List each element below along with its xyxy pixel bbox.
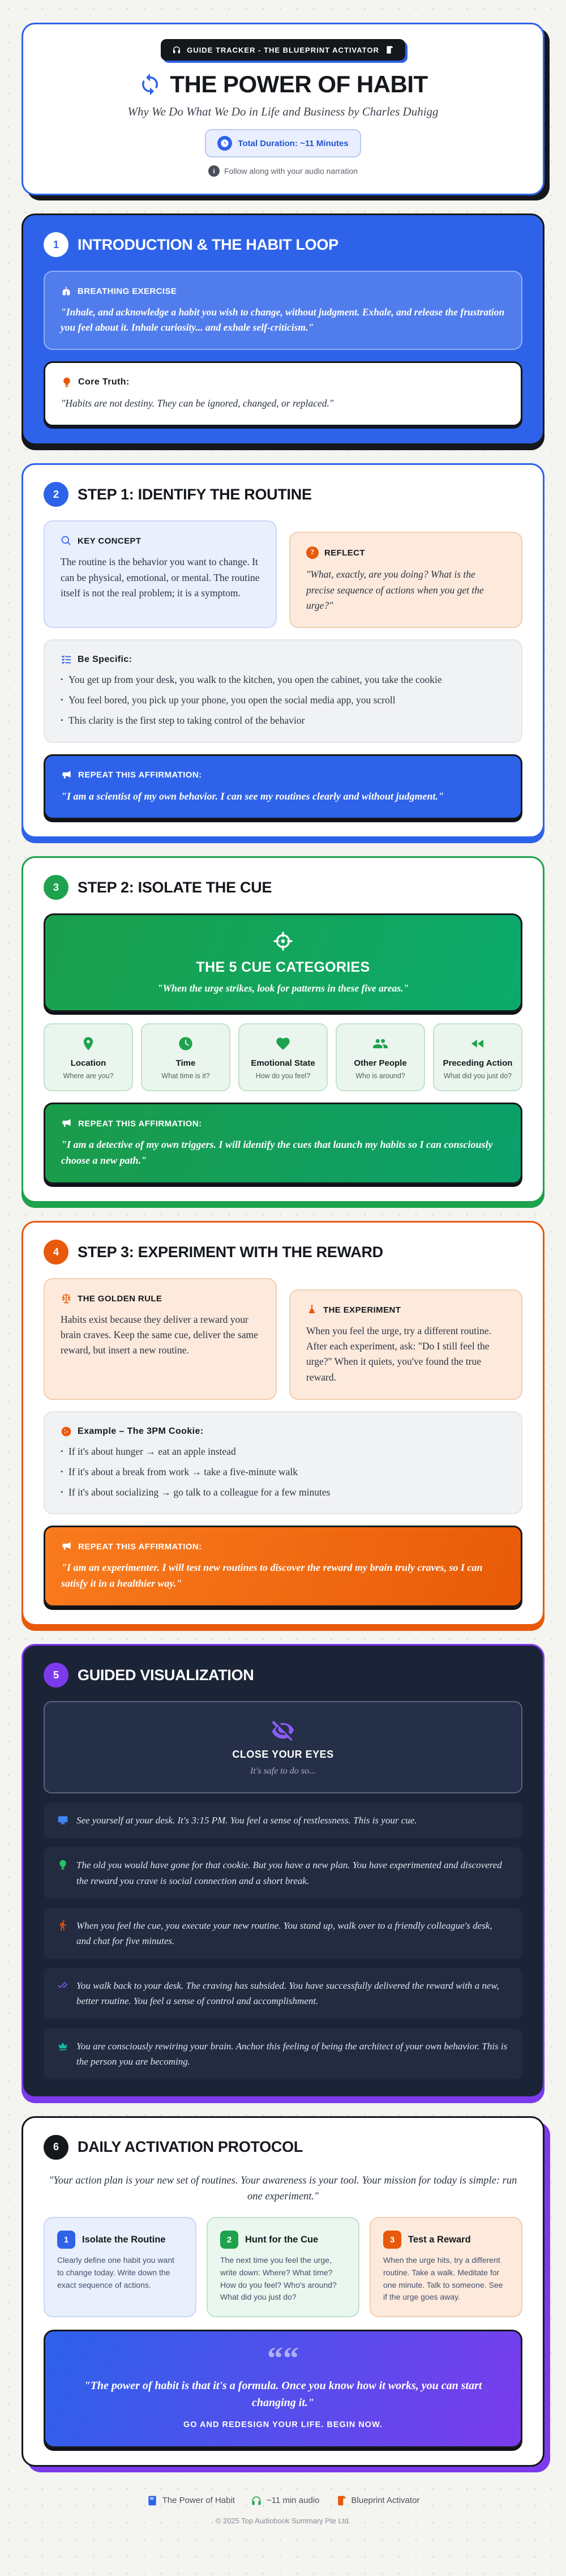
cue-card-emotional-state xyxy=(238,1023,328,1091)
affirmation-panel-step2 xyxy=(44,1103,522,1184)
protocol-card-header xyxy=(57,2231,183,2249)
protocol-intro-quote: "Your action plan is your new set of routines. Your awareness is your tool. Your mission for today is simple: run one experiment." xyxy=(49,2175,517,2202)
experiment-text: When you feel the urge, try a different routine. After each experiment, ask: "Do I still feel the urge?" When it quiets, you've found the true reward. xyxy=(306,1325,491,1383)
quote-mark-icon: ““ xyxy=(267,2341,299,2377)
visualization-step-text: The old you would have gone for that cookie. But you have a new plan. You have experimented and discovered the reward you crave is social connection and a short break. xyxy=(76,1860,502,1886)
footer-item-audio xyxy=(251,2495,320,2506)
scroll-icon xyxy=(336,2495,347,2506)
heart-icon xyxy=(244,1036,322,1052)
flask-icon xyxy=(306,1304,318,1315)
target-icon xyxy=(62,931,504,951)
section-3-title: STEP 2: ISOLATE THE CUE xyxy=(78,878,272,896)
reflect-quote: "What, exactly, are you doing? What is the precise sequence of actions when you get the urge?" xyxy=(306,569,484,611)
guide-page xyxy=(22,23,544,2525)
cue-card-time xyxy=(141,1023,230,1091)
example-label-row xyxy=(61,1426,505,1437)
walking-person-icon xyxy=(57,1920,68,1931)
cue-card-preceding-action xyxy=(433,1023,522,1091)
protocol-card-number: 3 xyxy=(383,2231,401,2249)
section-step1-routine xyxy=(22,463,544,838)
section-3-header xyxy=(44,875,522,900)
core-truth-quote: "Habits are not destiny. They can be ignored, changed, or replaced." xyxy=(61,398,334,409)
affirmation-label: REPEAT THIS AFFIRMATION: xyxy=(78,1541,202,1552)
section-step2-cue xyxy=(22,856,544,1203)
megaphone-icon xyxy=(61,1541,72,1552)
section-1-number-badge: 1 xyxy=(44,232,68,257)
headphones-icon xyxy=(251,2495,262,2506)
follow-note xyxy=(46,165,520,177)
section-5-title: GUIDED VISUALIZATION xyxy=(78,1666,254,1684)
be-specific-list xyxy=(61,672,505,728)
visualization-step xyxy=(44,1847,522,1898)
final-quote-panel xyxy=(44,2330,522,2448)
lightbulb-icon xyxy=(61,377,72,388)
list-item: • This clarity is the first step to taking control of the behavior xyxy=(61,713,505,728)
experiment-panel xyxy=(289,1289,522,1400)
cue-card-desc: Where are you? xyxy=(63,1072,114,1080)
close-eyes-panel xyxy=(44,1701,522,1793)
clock-icon xyxy=(217,136,232,151)
info-icon: i xyxy=(208,165,220,177)
key-concept-label-row xyxy=(61,535,260,546)
list-item: • If it's about hunger → eat an apple instead xyxy=(61,1444,505,1459)
affirmation-quote: "I am a scientist of my own behavior. I can see my routines clearly and without judgment." xyxy=(61,790,444,802)
cue-card-other-people xyxy=(336,1023,425,1091)
double-check-icon xyxy=(57,1980,68,1991)
footer-item-book xyxy=(147,2495,235,2506)
protocol-card-text: The next time you feel the urge, write down: Where? What time? How do you feel? Who's around? What did you just do? xyxy=(220,2255,337,2302)
section-guided-visualization xyxy=(22,1644,544,2098)
section-introduction xyxy=(22,213,544,445)
step3-columns xyxy=(44,1278,522,1400)
page-footer xyxy=(22,2495,544,2525)
visualization-step xyxy=(44,2028,522,2079)
cue-hero-quote: "When the urge strikes, look for patterns in these five areas." xyxy=(157,982,409,994)
protocol-card-number: 1 xyxy=(57,2231,75,2249)
cue-card-title: Preceding Action xyxy=(443,1058,513,1069)
section-4-title: STEP 3: EXPERIMENT WITH THE REWARD xyxy=(78,1243,383,1261)
example-panel xyxy=(44,1411,522,1515)
section-1-header xyxy=(44,232,522,257)
golden-rule-label: THE GOLDEN RULE xyxy=(78,1293,162,1304)
section-5-header xyxy=(44,1663,522,1688)
copyright-text: © 2025 Top Audiobook Summary Pte Ltd. xyxy=(215,2516,351,2525)
protocol-card-text: Clearly define one habit you want to change today. Write down the exact sequence of actions. xyxy=(57,2255,175,2289)
protocol-card-title: Test a Reward xyxy=(408,2234,471,2245)
affirmation-quote: "I am an experimenter. I will test new routines to discover the reward my brain truly craves, so I can satisfy it in a healthier way." xyxy=(61,1562,483,1590)
magnifier-icon xyxy=(61,535,72,546)
footer-item-label: The Power of Habit xyxy=(162,2496,235,2506)
affirmation-quote: "I am a detective of my own triggers. I will identify the cues that launch my habits so I can consciously choose a new path." xyxy=(61,1139,493,1167)
visualization-step xyxy=(44,1802,522,1838)
core-truth-label: Core Truth: xyxy=(78,377,130,387)
protocol-card-header xyxy=(383,2231,509,2249)
question-icon: ? xyxy=(306,546,319,559)
protocol-card-header xyxy=(220,2231,346,2249)
be-specific-panel xyxy=(44,639,522,743)
protocol-card-text: When the urge hits, try a different routine. Take a walk. Meditate for one minute. Talk to someone. See if the urge goes away. xyxy=(383,2255,503,2302)
breathing-exercise-label-row xyxy=(61,285,505,297)
clock-icon xyxy=(147,1036,225,1052)
section-6-title: DAILY ACTIVATION PROTOCOL xyxy=(78,2138,303,2156)
lungs-icon xyxy=(61,285,72,297)
headphones-icon xyxy=(172,45,181,54)
monitor-icon xyxy=(57,1814,68,1826)
section-step3-reward xyxy=(22,1221,544,1626)
experiment-label-row xyxy=(306,1304,505,1315)
core-truth-panel xyxy=(44,361,522,426)
experiment-label: THE EXPERIMENT xyxy=(323,1305,401,1315)
people-icon xyxy=(341,1036,419,1052)
cookie-icon xyxy=(61,1426,72,1437)
visualization-step-text: You are consciously rewiring your brain. Anchor this feeling of being the architect of your own behavior. This is the person you are becoming. xyxy=(76,2040,508,2067)
tracker-pill xyxy=(161,39,405,61)
affirmation-panel-step3 xyxy=(44,1526,522,1607)
cue-hero-title: THE 5 CUE CATEGORIES xyxy=(196,959,370,976)
tracker-pill-label: GUIDE TRACKER - THE BLUEPRINT ACTIVATOR xyxy=(187,45,379,54)
duration-badge-label: Total Duration: ~11 Minutes xyxy=(238,138,349,148)
cue-category-grid xyxy=(44,1023,522,1091)
protocol-card-hunt-cue xyxy=(207,2217,359,2317)
cue-card-title: Location xyxy=(70,1058,106,1069)
eye-off-icon xyxy=(59,1718,507,1742)
section-4-number-badge: 4 xyxy=(44,1240,68,1264)
list-item: • If it's about socializing → go talk to a colleague for a few minutes xyxy=(61,1485,505,1500)
section-2-header xyxy=(44,482,522,507)
golden-rule-label-row xyxy=(61,1293,260,1304)
footer-item-label: ~11 min audio xyxy=(266,2496,320,2506)
footer-item-label: Blueprint Activator xyxy=(351,2496,420,2506)
page-title xyxy=(46,71,520,98)
close-eyes-title: CLOSE YOUR EYES xyxy=(232,1749,334,1761)
crown-icon xyxy=(57,2040,68,2052)
core-truth-label-row xyxy=(61,377,505,388)
cue-card-desc: What time is it? xyxy=(161,1072,210,1080)
section-2-title: STEP 1: IDENTIFY THE ROUTINE xyxy=(78,485,312,503)
step1-columns xyxy=(44,520,522,627)
header-card xyxy=(22,23,544,195)
cue-card-location xyxy=(44,1023,133,1091)
visualization-step-text: When you feel the cue, you execute your new routine. You stand up, walk over to a friendly colleague's desk, and chat for five minutes. xyxy=(76,1920,492,1946)
reflect-label-row xyxy=(306,546,505,559)
protocol-card-isolate-routine xyxy=(44,2217,196,2317)
visualization-step xyxy=(44,1908,522,1959)
golden-rule-text: Habits exist because they deliver a reward your brain craves. Keep the same cue, deliver the same reward, but insert a new routine. xyxy=(61,1314,258,1356)
key-concept-text: The routine is the behavior you want to change. It can be physical, emotional, or mental. The routine itself is not the real problem; it is a symptom. xyxy=(61,556,260,599)
example-label: Example – The 3PM Cookie: xyxy=(78,1426,204,1436)
key-concept-label: KEY CONCEPT xyxy=(78,536,142,546)
scale-icon xyxy=(61,1293,72,1304)
section-6-number-badge: 6 xyxy=(44,2135,68,2160)
book-icon xyxy=(147,2495,158,2506)
section-3-number-badge: 3 xyxy=(44,875,68,900)
affirmation-label-row xyxy=(61,1541,505,1552)
be-specific-label-row xyxy=(61,654,505,665)
section-5-number-badge: 5 xyxy=(44,1663,68,1688)
reflect-panel xyxy=(289,532,522,627)
checklist-icon xyxy=(61,654,72,665)
section-2-number-badge: 2 xyxy=(44,482,68,507)
protocol-card-title: Hunt for the Cue xyxy=(245,2234,319,2245)
example-list xyxy=(61,1444,505,1500)
affirmation-panel-step1 xyxy=(44,754,522,820)
section-daily-protocol xyxy=(22,2116,544,2467)
location-pin-icon xyxy=(49,1036,127,1052)
breathing-exercise-label: BREATHING EXERCISE xyxy=(78,286,177,296)
golden-rule-panel xyxy=(44,1278,277,1400)
protocol-card-number: 2 xyxy=(220,2231,238,2249)
follow-note-text: Follow along with your audio narration xyxy=(224,166,358,176)
duration-badge xyxy=(205,129,361,157)
cue-card-desc: Who is around? xyxy=(355,1072,405,1080)
section-6-header xyxy=(44,2135,522,2160)
megaphone-icon xyxy=(61,1118,72,1129)
breathing-exercise-panel xyxy=(44,271,522,350)
cue-card-title: Time xyxy=(175,1058,196,1069)
cue-card-desc: How do you feel? xyxy=(255,1072,311,1080)
footer-meta-row xyxy=(22,2495,544,2506)
affirmation-label-row xyxy=(61,1118,505,1129)
refresh-icon xyxy=(138,72,162,96)
breathing-exercise-quote: "Inhale, and acknowledge a habit you wish to change, without judgment. Exhale, and release the frustration you feel about it. Inhale curiosity... and exhale self-criticism." xyxy=(61,306,505,334)
section-1-title: INTRODUCTION & THE HABIT LOOP xyxy=(78,236,338,253)
list-item: • If it's about a break from work → take a five-minute walk xyxy=(61,1464,505,1479)
visualization-step-text: See yourself at your desk. It's 3:15 PM. You feel a sense of restlessness. This is your cue. xyxy=(76,1815,417,1826)
cue-card-title: Other People xyxy=(354,1058,407,1069)
key-concept-panel xyxy=(44,520,277,627)
footer-item-blueprint xyxy=(336,2495,420,2506)
protocol-card-grid xyxy=(44,2217,522,2317)
rewind-icon xyxy=(439,1036,517,1052)
protocol-card-title: Isolate the Routine xyxy=(82,2234,166,2245)
lightbulb-icon xyxy=(57,1859,68,1870)
cue-card-desc: What did you just do? xyxy=(443,1072,512,1080)
cue-categories-hero xyxy=(44,913,522,1012)
affirmation-label-row xyxy=(61,770,505,781)
list-item: • You get up from your desk, you walk to the kitchen, you open the cabinet, you take the cookie xyxy=(61,672,505,687)
list-item: • You feel bored, you pick up your phone, you open the social media app, you scroll xyxy=(61,693,505,707)
page-title-text: THE POWER OF HABIT xyxy=(170,71,428,97)
final-cta-text: GO AND REDESIGN YOUR LIFE. BEGIN NOW. xyxy=(183,2420,383,2429)
visualization-step-text: You walk back to your desk. The craving has subsided. You have successfully delivered the reward with a new, better routine. You feel a sense of control and accomplishment. xyxy=(76,1980,499,2007)
protocol-card-test-reward xyxy=(370,2217,522,2317)
affirmation-label: REPEAT THIS AFFIRMATION: xyxy=(78,770,202,780)
scroll-icon xyxy=(385,45,394,54)
close-eyes-subtitle: It's safe to do so... xyxy=(250,1766,316,1776)
affirmation-label: REPEAT THIS AFFIRMATION: xyxy=(78,1118,202,1129)
cue-card-title: Emotional State xyxy=(251,1058,315,1069)
reflect-label: REFLECT xyxy=(324,548,365,558)
visualization-step xyxy=(44,1968,522,2019)
be-specific-label: Be Specific: xyxy=(78,654,132,664)
section-4-header xyxy=(44,1240,522,1264)
megaphone-icon xyxy=(61,770,72,781)
page-subtitle: Why We Do What We Do in Life and Business by Charles Duhigg xyxy=(127,105,439,118)
final-quote-text: "The power of habit is that it's a formula. Once you know how it works, you can start changing it." xyxy=(84,2379,482,2409)
